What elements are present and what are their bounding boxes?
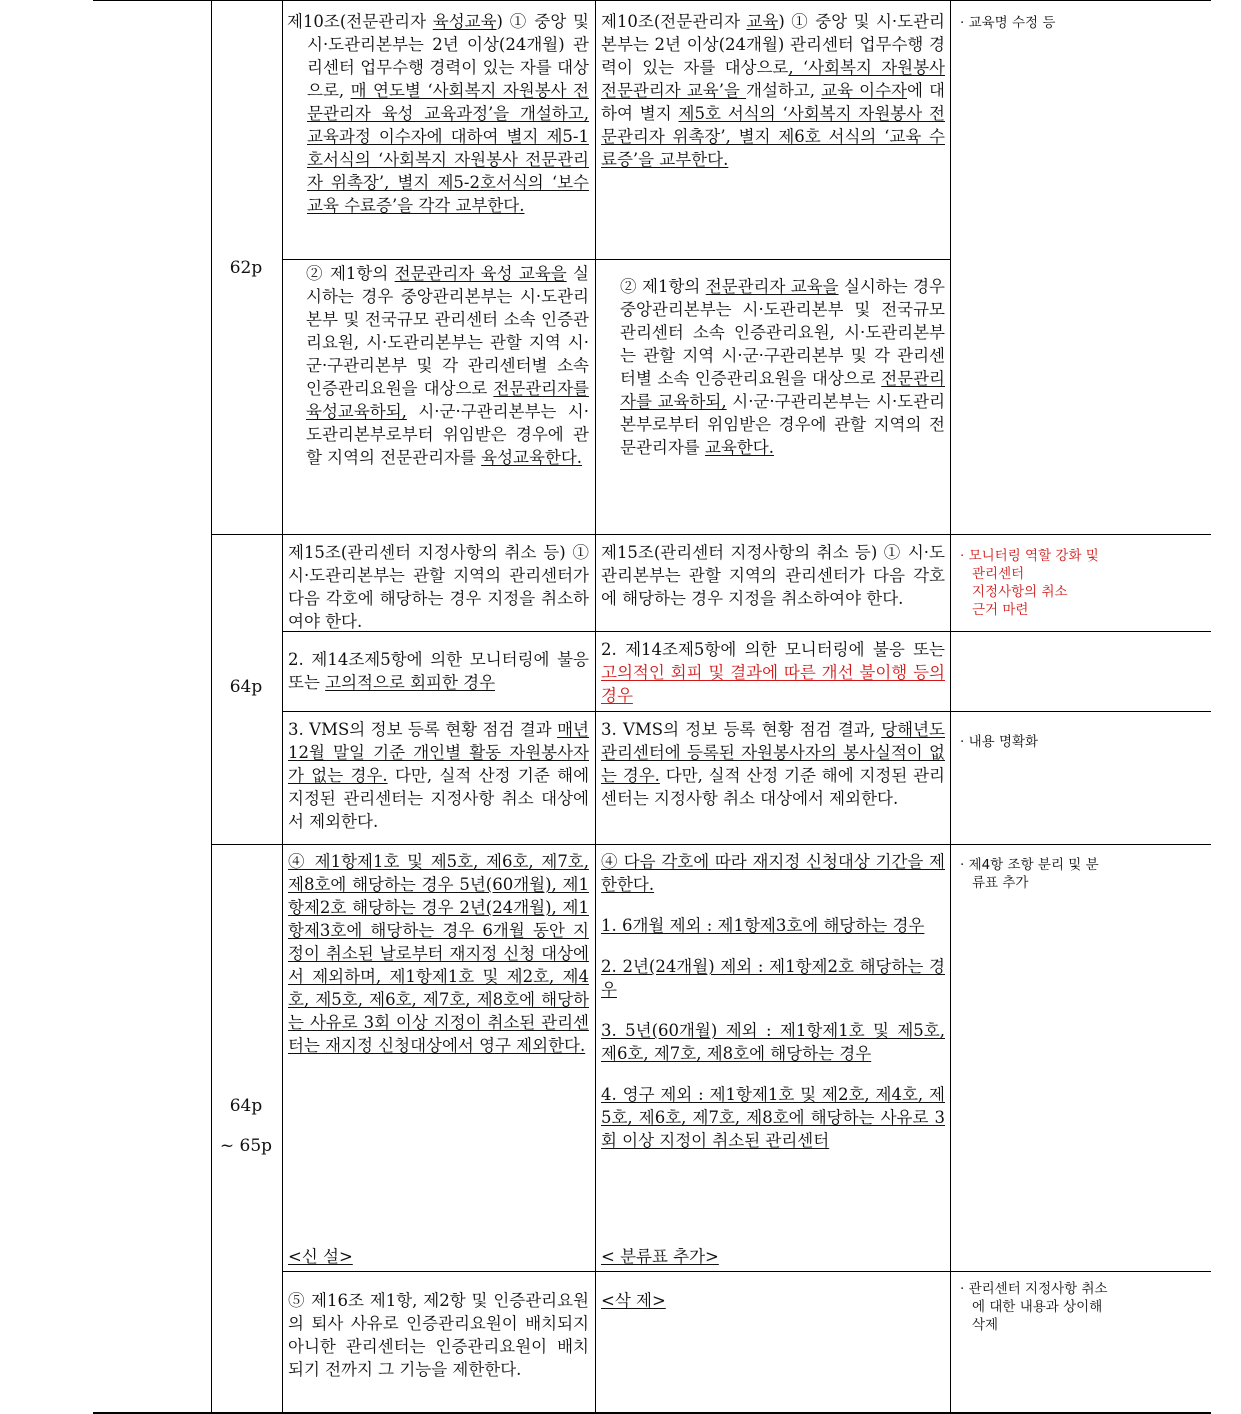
row-divider <box>282 711 1211 712</box>
new-text-article-15: 제15조(관리센터 지정사항의 취소 등) ① 시·도관리본부는 관할 지역의 관리센터가 다음 각호에 해당하는 경우 지정을 취소하여야 한다. <box>601 543 945 608</box>
remark-note: · 제4항 조항 분리 및 분류표 추가 <box>960 857 1099 891</box>
remark-note: · 내용 명확화 <box>960 734 1039 750</box>
page-number: 62p <box>229 258 263 278</box>
old-text-tag-new: <신 설> <box>288 1247 353 1266</box>
old-text-paragraph-5: ⑤ 제16조 제1항, 제2항 및 인증관리요원의 퇴사 사유로 인증관리요원이 배치되지 아니한 관리센터는 인증관리요원이 배치되기 전까지 그 기능을 제한한다. <box>288 1291 589 1379</box>
page-number: 64p <box>229 1096 263 1116</box>
column-divider <box>282 1 283 1412</box>
old-text-item-2: 2. 제14조제5항에 의한 모니터링에 불응 또는 고의적으로 회피한 경우 <box>288 650 589 692</box>
remark-note: · 관리센터 지정사항 취소에 대한 내용과 상이해 삭제 <box>960 1281 1108 1333</box>
new-text-item-3: 3. VMS의 정보 등록 현황 점검 결과, 당해년도 관리센터에 등록된 자원봉사자의 봉사실적이 없는 경우. 다만, 실적 산정 기준 해에 지정된 관리센터는 지정사항 취소 대상에서 제외한다. <box>601 720 945 808</box>
old-text-article-10: 제10조(전문관리자 육성교육) ① 중앙 및 시·도관리본부는 2년 이상(24개월) 관리센터 업무수행 경력이 있는 자를 대상으로, 매 연도별 ‘사회복지 자원봉사 전문관리자 육성 교육과정’을 개설하고, 교육과정 이수자에 대하여 별지 제5-1호서식의 ‘사회복지 자원봉사 전문관리자 위촉장’, 별지 제5-2호서식의 ‘보수교육 수료증’을 각각 교부한다. <box>287 12 589 215</box>
new-text-tag-table-added: < 분류표 추가> <box>601 1247 719 1266</box>
new-text-article-10: 제10조(전문관리자 교육) ① 중앙 및 시·도관리본부는 2년 이상(24개월) 관리센터 업무수행 경력이 있는 자를 대상으로, ‘사회복지 자원봉사 전문관리자 교육’을 개설하고, 교육 이수자에 대하여 별지 제5호 서식의 ‘사회복지 자원봉사 전문관리자 위촉장’, 별지 제6호 서식의 ‘교육 수료증’을 교부한다. <box>601 12 946 169</box>
old-text-article-15: 제15조(관리센터 지정사항의 취소 등) ① 시·도관리본부는 관할 지역의 관리센터가 다음 각호에 해당하는 경우 지정을 취소하여야 한다. <box>288 543 589 631</box>
page-number: 64p <box>229 677 263 697</box>
column-divider <box>950 1 951 1412</box>
remark-note: · 모니터링 역할 강화 및 관리센터 지정사항의 취소 근거 마련 <box>960 548 1099 618</box>
column-divider <box>211 1 212 1412</box>
row-divider <box>211 844 1211 845</box>
new-text-item-2: 2. 제14조제5항에 의한 모니터링에 불응 또는 고의적인 회피 및 결과에 따른 개선 불이행 등의 경우 <box>601 640 945 705</box>
row-divider <box>211 534 1211 535</box>
page-number: ~ 65p <box>219 1136 273 1156</box>
new-text-tag-deleted: <삭 제> <box>601 1291 666 1310</box>
column-divider <box>595 1 596 1412</box>
row-divider <box>282 1271 1211 1272</box>
new-text-article-10-paragraph-2: ② 제1항의 전문관리자 교육을 실시하는 경우 중앙관리본부는 시·도관리본부 및 전국규모 관리센터 소속 인증관리요원, 시·도관리본부는 관할 지역 시·군·구관리본부 및 각 관리센터별 소속 인증관리요원을 대상으로 전문관리자를 교육하되, 시·군·구관리본부는 시·도관리본부로부터 위임받은 경우에 관할 지역의 전문관리자를 교육한다. <box>620 277 946 457</box>
row-divider <box>282 259 950 260</box>
old-text-paragraph-4: ④ 제1항제1호 및 제5호, 제6호, 제7호, 제8호에 해당하는 경우 5년(60개월), 제1항제2호 해당하는 경우 2년(24개월), 제1항제3호에 해당하는 경우 6개월 동안 지정이 취소된 날로부터 재지정 신청 대상에서 제외하며, 제1항제1호 및 제2호, 제4호, 제5호, 제6호, 제7호, 제8호에 해당하는 사유로 3회 이상 지정이 취소된 관리센터는 재지정 신청대상에서 영구 제외한다. <box>288 852 589 1055</box>
remark-note: · 교육명 수정 등 <box>960 15 1056 31</box>
old-text-article-10-paragraph-2: ② 제1항의 전문관리자 육성 교육을 실시하는 경우 중앙관리본부는 시·도관리본부 및 전국규모 관리센터 소속 인증관리요원, 시·도관리본부는 관할 지역 시·군·구관리본부 및 각 관리센터별 소속 인증관리요원을 대상으로 전문관리자를 육성교육하되, 시·군·구관리본부는 시·도관리본부로부터 위임받은 경우에 관할 지역의 전문관리자를 육성교육한다. <box>306 264 589 467</box>
revision-table <box>93 0 1211 1414</box>
new-text-paragraph-4: ④ 다음 각호에 따라 재지정 신청대상 기간을 제한한다. 1. 6개월 제외 : 제1항제3호에 해당하는 경우 2. 2년(24개월) 제외 : 제1항제2호 해당하는 경우 3. 5년(60개월) 제외 : 제1항제1호 및 제5호, 제6호, 제7호, 제8호에 해당하는 경우 4. 영구 제외 : 제1항제1호 및 제2호, 제4호, 제5호, 제6호, 제7호, 제8호에 해당하는 사유로 3회 이상 지정이 취소된 관리센터 <box>601 852 945 1150</box>
old-text-item-3: 3. VMS의 정보 등록 현황 점검 결과 매년 12월 말일 기준 개인별 활동 자원봉사자가 없는 경우. 다만, 실적 산정 기준 해에 지정된 관리센터는 지정사항 취소 대상에서 제외한다. <box>288 720 590 831</box>
